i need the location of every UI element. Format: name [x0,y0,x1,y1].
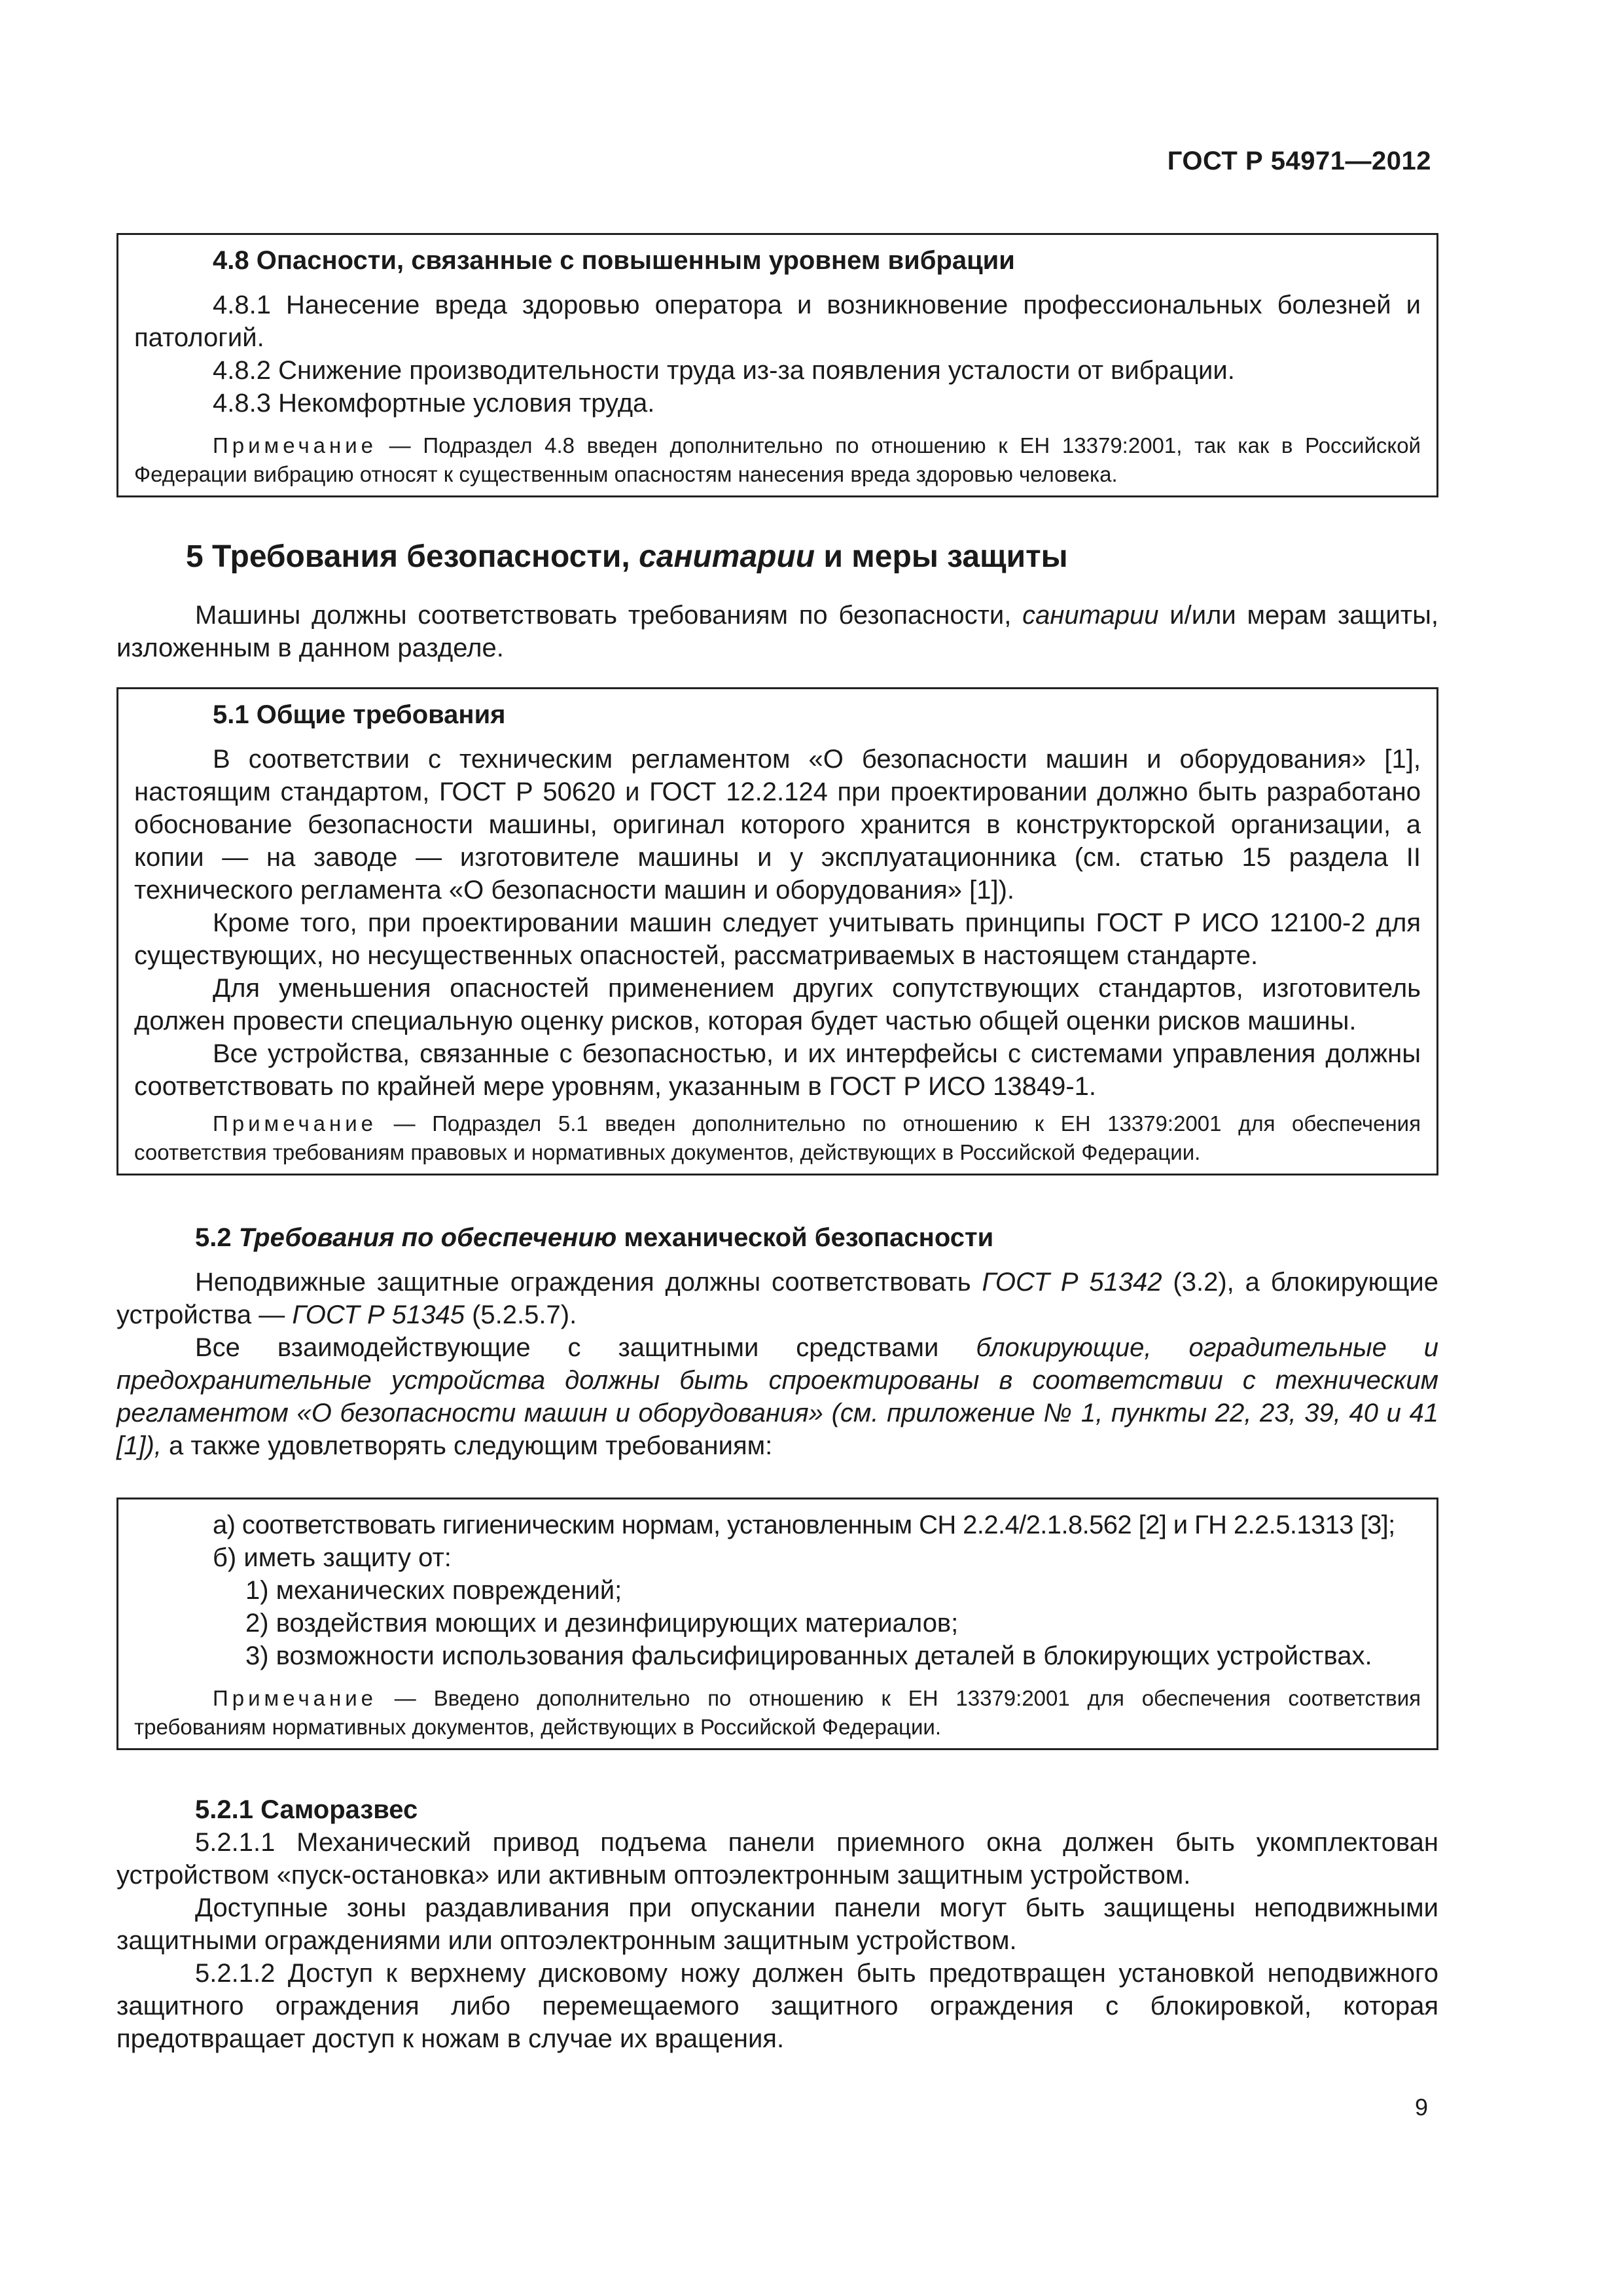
section-5-2-1-block [116,1793,1438,2055]
section-5-1-title: 5.1 Общие требования [213,700,506,729]
item-4-8-3: 4.8.3 Некомфортные условия труда. [213,389,655,418]
note-4-8 [134,431,1421,489]
title-num: 5.2 [195,1223,239,1252]
list-item-b: б) иметь защиту от: [213,1543,452,1572]
paragraph: 5.2.1.1 Механический привод подъема панели приемного окна должен быть укомплектован устройством «пуск-остановка» или активным оптоэлектронным защитным устройством. [116,1828,1438,1890]
title-italic: Требования по обеспечению [238,1223,617,1252]
item-4-8-2: 4.8.2 Снижение производительности труда из-за появления усталости от вибрации. [213,356,1235,385]
section-5-2-block [116,1221,1438,1462]
italic-text: ГОСТ Р 51345 [292,1300,465,1329]
requirements-list-box [116,1498,1438,1750]
paragraph: Для уменьшения опасностей применением других сопутствующих стандартов, изготовитель должен провести специальную оценку рисков, которая будет частью общей оценки рисков машины. [134,974,1421,1035]
section-5-title-part: и меры защиты [815,539,1068,574]
paragraph: 5.2.1.2 Доступ к верхнему дисковому ножу должен быть предотвращен установкой неподвижного защитного ограждения либо перемещаемого защитного ограждения с блокировкой, которая предотвращает доступ к ножам в случае их вращения. [116,1959,1438,2053]
intro-text: и/или мерам защиты, изложенным в данном разделе. [116,601,1438,662]
paragraph [116,1266,1438,1331]
note-text: — Подраздел 5.1 введен дополнительно по отношению к ЕН 13379:2001 для обеспечения соответствия требованиям правовых и нормативных документов, действующих в Российской Федерации. [134,1111,1421,1164]
intro-italic: санитарии [1022,601,1159,630]
note-label: Примечание [213,433,378,457]
paragraph [116,1331,1438,1462]
text: Все взаимодействующие с защитными средствами [195,1333,976,1362]
note-label: Примечание [213,1686,378,1710]
list-subitem: 1) механических повреждений; [245,1576,622,1605]
title-rest: механической безопасности [616,1223,994,1252]
section-5-1-box [116,687,1438,1175]
note-5-1 [134,1109,1421,1167]
section-5-2-1-title: 5.2.1 Саморазвес [195,1795,418,1824]
paragraph: Доступные зоны раздавливания при опускании панели могут быть защищены неподвижными защитными ограждениями или оптоэлектронным защитным устройством. [116,1893,1438,1955]
paragraph: В соответствии с техническим регламентом «О безопасности машин и оборудования» [1], настоящим стандартом, ГОСТ Р 50620 и ГОСТ 12.2.124 при проектировании должно быть разработано обоснование безопасности машины, оригинал которого хранится в конструкторской организации, а копии — на заводе — изготовителе машины и у эксплуатационника (см. статью 15 раздела II технического регламента «О безопасности машин и оборудования» [1]). [134,745,1421,905]
list-subitem: 3) возможности использования фальсифицированных деталей в блокирующих устройствах. [245,1641,1372,1670]
list-subitem: 2) воздействия моющих и дезинфицирующих материалов; [245,1609,959,1638]
text: (3.2), а блокирующие устройства — [116,1268,1439,1329]
section-5-title-part: 5 Требования безопасности, [186,539,639,574]
note-text: — Подраздел 4.8 введен дополнительно по отношению к ЕН 13379:2001, так как в Российской Федерации вибрацию относят к существенным опасностям нанесения вреда здоровью человека. [134,433,1421,486]
italic-text: блокирующие, оградительные и предохранительные устройства должны быть спроектированы в соответствии с техническим регламентом «О безопасности машин и оборудования» (см. приложение № 1, пункты 22, 23, 39, 40 и 41 [1]), [116,1333,1438,1460]
section-5-2-title [116,1221,1438,1254]
note-list [134,1684,1421,1742]
section-5-title [186,539,1068,575]
text: Неподвижные защитные ограждения должны соответствовать [195,1268,982,1297]
paragraph: Все устройства, связанные с безопасностью, и их интерфейсы с системами управления должны соответствовать по крайней мере уровням, указанным в ГОСТ Р ИСО 13849-1. [134,1039,1421,1101]
intro-text: Машины должны соответствовать требованиям по безопасности, [195,601,1023,630]
list-item-a: а) соответствовать гигиеническим нормам, установленным СН 2.2.4/2.1.8.562 [2] и ГН 2.2.5.1313 [3]; [213,1511,1395,1539]
italic-text: ГОСТ Р 51342 [982,1268,1162,1297]
document-code-header: ГОСТ Р 54971—2012 [1167,147,1431,175]
note-text: — Введено дополнительно по отношению к ЕН 13379:2001 для обеспечения соответствия требованиям нормативных документов, действующих в Российской Федерации. [134,1686,1421,1739]
section-4-8-title: 4.8 Опасности, связанные с повышенным уровнем вибрации [213,246,1015,275]
item-4-8-1: 4.8.1 Нанесение вреда здоровью оператора и возникновение профессиональных болезней и патологий. [134,291,1421,352]
page-number: 9 [1414,2094,1428,2121]
section-5-intro [116,599,1438,664]
text: (5.2.5.7). [464,1300,577,1329]
text: а также удовлетворять следующим требованиям: [161,1431,773,1460]
paragraph: Кроме того, при проектировании машин следует учитывать принципы ГОСТ Р ИСО 12100-2 для существующих, но несущественных опасностей, рассматриваемых в настоящем стандарте. [134,908,1421,970]
section-4-8-box [116,233,1438,497]
section-5-intro-block [116,599,1438,664]
section-5-title-italic: санитарии [639,539,815,574]
note-label: Примечание [213,1111,378,1136]
